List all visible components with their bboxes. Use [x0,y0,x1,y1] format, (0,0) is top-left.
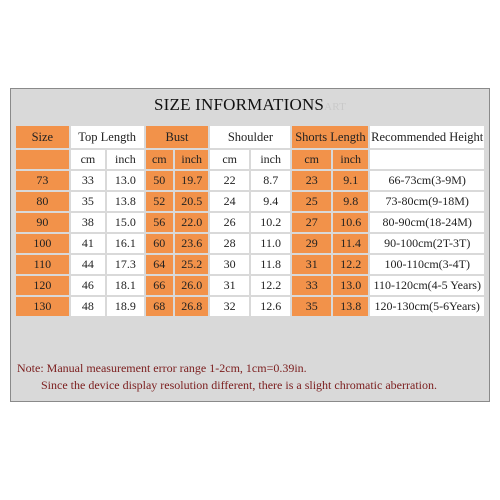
cell-shorts-length-cm: 29 [292,234,331,253]
table-row [16,171,484,190]
cell-shoulder-inch: 12.6 [251,297,291,316]
cell-top-length-cm: 41 [71,234,105,253]
header-shoulder: Shoulder [210,126,290,148]
cell-shoulder-cm: 24 [210,192,249,211]
cell-bust-inch: 26.0 [175,276,208,295]
cell-recommended-height: 90-100cm(2T-3T) [370,234,484,253]
cell-bust-cm: 52 [146,192,173,211]
table-row [16,234,484,253]
unit-cell: cm [71,150,105,169]
unit-cell [16,150,69,169]
unit-cell: cm [210,150,249,169]
cell-size: 80 [16,192,69,211]
cell-shoulder-cm: 31 [210,276,249,295]
cell-bust-cm: 64 [146,255,173,274]
cell-size: 120 [16,276,69,295]
unit-cell: inch [333,150,368,169]
cell-top-length-inch: 13.0 [107,171,143,190]
unit-cell: inch [251,150,291,169]
cell-bust-cm: 50 [146,171,173,190]
cell-top-length-inch: 13.8 [107,192,143,211]
unit-cell [370,150,484,169]
cell-size: 90 [16,213,69,232]
cell-shoulder-inch: 9.4 [251,192,291,211]
cell-bust-inch: 25.2 [175,255,208,274]
cell-bust-cm: 56 [146,213,173,232]
cell-top-length-cm: 44 [71,255,105,274]
cell-shorts-length-inch: 9.1 [333,171,368,190]
cell-shorts-length-inch: 10.6 [333,213,368,232]
header-row [16,126,484,148]
cell-shoulder-inch: 10.2 [251,213,291,232]
cell-bust-inch: 22.0 [175,213,208,232]
cell-shorts-length-inch: 9.8 [333,192,368,211]
header-shorts-length: Shorts Length [292,126,368,148]
cell-top-length-inch: 16.1 [107,234,143,253]
cell-shorts-length-inch: 12.2 [333,255,368,274]
cell-recommended-height: 73-80cm(9-18M) [370,192,484,211]
cell-top-length-inch: 18.1 [107,276,143,295]
cell-bust-cm: 66 [146,276,173,295]
cell-shoulder-cm: 28 [210,234,249,253]
cell-top-length-inch: 17.3 [107,255,143,274]
cell-top-length-cm: 48 [71,297,105,316]
table-row [16,255,484,274]
cell-top-length-cm: 38 [71,213,105,232]
cell-top-length-cm: 35 [71,192,105,211]
chromatic-note: Since the device display resolution different, there is a slight chromatic aberration. [41,378,437,392]
header-top-length: Top Length [71,126,144,148]
cell-size: 130 [16,297,69,316]
cell-shorts-length-cm: 25 [292,192,331,211]
cell-bust-inch: 23.6 [175,234,208,253]
cell-top-length-inch: 18.9 [107,297,143,316]
measurement-note: Note: Manual measurement error range 1-2cm, 1cm=0.39in. [17,361,307,375]
cell-top-length-cm: 46 [71,276,105,295]
cell-shoulder-inch: 8.7 [251,171,291,190]
cell-bust-cm: 60 [146,234,173,253]
unit-cell: cm [292,150,331,169]
cell-shorts-length-inch: 13.8 [333,297,368,316]
cell-shorts-length-inch: 13.0 [333,276,368,295]
header-size: Size [16,126,69,148]
unit-cell: cm [146,150,173,169]
cell-bust-inch: 19.7 [175,171,208,190]
cell-shorts-length-cm: 23 [292,171,331,190]
cell-shorts-length-inch: 11.4 [333,234,368,253]
table-row [16,297,484,316]
table-row [16,192,484,211]
cell-shorts-length-cm: 31 [292,255,331,274]
cell-shorts-length-cm: 27 [292,213,331,232]
table-row [16,276,484,295]
cell-shoulder-inch: 12.2 [251,276,291,295]
cell-bust-cm: 68 [146,297,173,316]
size-chart-panel [10,88,490,402]
cell-recommended-height: 120-130cm(5-6Years) [370,297,484,316]
cell-bust-inch: 26.8 [175,297,208,316]
cell-top-length-inch: 15.0 [107,213,143,232]
header-bust: Bust [146,126,209,148]
chart-title [11,95,489,115]
header-recommended-height: Recommended Height [370,126,484,148]
cell-shoulder-cm: 26 [210,213,249,232]
cell-size: 100 [16,234,69,253]
cell-shoulder-cm: 22 [210,171,249,190]
cell-shoulder-cm: 32 [210,297,249,316]
cell-shorts-length-cm: 33 [292,276,331,295]
watermark-text: ART [324,101,347,113]
unit-cell: inch [175,150,208,169]
cell-recommended-height: 100-110cm(3-4T) [370,255,484,274]
cell-size: 73 [16,171,69,190]
cell-recommended-height: 66-73cm(3-9M) [370,171,484,190]
cell-shoulder-inch: 11.8 [251,255,291,274]
unit-row [16,150,484,169]
cell-top-length-cm: 33 [71,171,105,190]
size-rows [16,171,484,316]
cell-recommended-height: 110-120cm(4-5 Years) [370,276,484,295]
cell-shoulder-inch: 11.0 [251,234,291,253]
cell-recommended-height: 80-90cm(18-24M) [370,213,484,232]
table-row [16,213,484,232]
cell-bust-inch: 20.5 [175,192,208,211]
size-table [14,124,486,318]
cell-shorts-length-cm: 35 [292,297,331,316]
cell-size: 110 [16,255,69,274]
cell-shoulder-cm: 30 [210,255,249,274]
unit-cell: inch [107,150,143,169]
chart-title-text: SIZE INFORMATIONS [153,95,325,114]
